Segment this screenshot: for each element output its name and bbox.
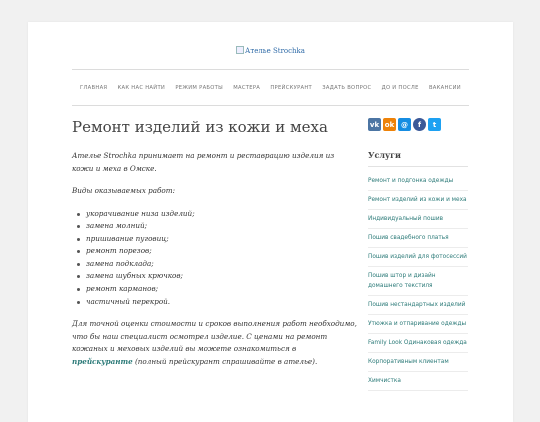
logo-alt-text: Ателье Strochka xyxy=(245,47,305,55)
vk-icon[interactable]: vk xyxy=(368,118,381,131)
nav-item-vacancies[interactable]: ВАКАНСИИ xyxy=(428,84,461,91)
outro-paragraph xyxy=(72,318,357,368)
intro-paragraph: Ателье Strochka принимает на ремонт и реставрацию изделия из кожи и меха в Омске. xyxy=(72,151,335,173)
page-title: Ремонт изделий из кожи и меха xyxy=(72,118,328,136)
odnoklassniki-icon[interactable]: ok xyxy=(383,118,396,131)
page-container xyxy=(28,22,513,422)
works-list xyxy=(72,208,357,309)
nav-item-ask-question[interactable]: ЗАДАТЬ ВОПРОС xyxy=(322,84,372,91)
list-item: частичный перекрой. xyxy=(82,296,357,309)
nav-item-hours[interactable]: РЕЖИМ РАБОТЫ xyxy=(175,84,224,91)
list-item: замена подклада; xyxy=(82,258,357,271)
service-link[interactable]: Пошив изделий для фотосессий xyxy=(368,248,468,267)
services-widget-title: Услуги xyxy=(368,150,468,167)
service-link[interactable]: Индивидуальный пошив xyxy=(368,210,468,229)
facebook-icon[interactable]: f xyxy=(413,118,426,131)
nav-item-pricelist[interactable]: ПРЕЙСКУРАНТ xyxy=(270,84,313,91)
service-link[interactable]: Пошив штор и дизайн домашнего текстиля xyxy=(368,267,468,296)
nav-item-home[interactable]: ГЛАВНАЯ xyxy=(80,84,108,91)
outro-text-after: (полный прейскурант спрашивайте в ателье). xyxy=(132,356,318,366)
nav-item-directions[interactable]: КАК НАС НАЙТИ xyxy=(117,84,166,91)
pricelist-link[interactable]: прейскуранте xyxy=(72,356,133,366)
service-link[interactable]: Утюжка и отпаривание одежды xyxy=(368,315,468,334)
list-item: пришивание пуговиц; xyxy=(82,233,357,246)
broken-image-icon xyxy=(236,46,244,54)
outro-text-before: Для точной оценки стоимости и сроков выполнения работ необходимо, что бы наш специалист осмотрел изделие. С ценами на ремонт кожаных и меховых изделий вы можете ознакомиться в xyxy=(72,319,357,354)
list-item: ремонт карманов; xyxy=(82,283,357,296)
service-link[interactable]: Ремонт изделий из кожи и меха xyxy=(368,191,468,210)
site-logo[interactable] xyxy=(28,46,513,55)
main-content xyxy=(72,118,357,378)
service-link[interactable]: Химчистка xyxy=(368,372,468,391)
mail-icon[interactable]: @ xyxy=(398,118,411,131)
list-item: замена шубных крючков; xyxy=(82,270,357,283)
list-item: замена молний; xyxy=(82,220,357,233)
sidebar xyxy=(368,118,468,391)
nav-item-before-after[interactable]: ДО И ПОСЛЕ xyxy=(381,84,419,91)
list-item: ремонт порезов; xyxy=(82,245,357,258)
nav-item-masters[interactable]: МАСТЕРА xyxy=(233,84,261,91)
service-link[interactable]: Ремонт и подгонка одежды xyxy=(368,172,468,191)
social-share-buttons xyxy=(368,118,468,131)
main-navigation xyxy=(72,69,469,106)
service-link[interactable]: Пошив нестандартных изделий xyxy=(368,296,468,315)
service-link[interactable]: Пошив свадебного платья xyxy=(368,229,468,248)
services-list xyxy=(368,172,468,391)
list-item: укорачивание низа изделий; xyxy=(82,208,357,221)
twitter-icon[interactable]: t xyxy=(428,118,441,131)
works-label: Виды оказываемых работ: xyxy=(72,186,175,195)
service-link[interactable]: Корпоративным клиентам xyxy=(368,353,468,372)
service-link[interactable]: Family Look Одинаковая одежда xyxy=(368,334,468,353)
